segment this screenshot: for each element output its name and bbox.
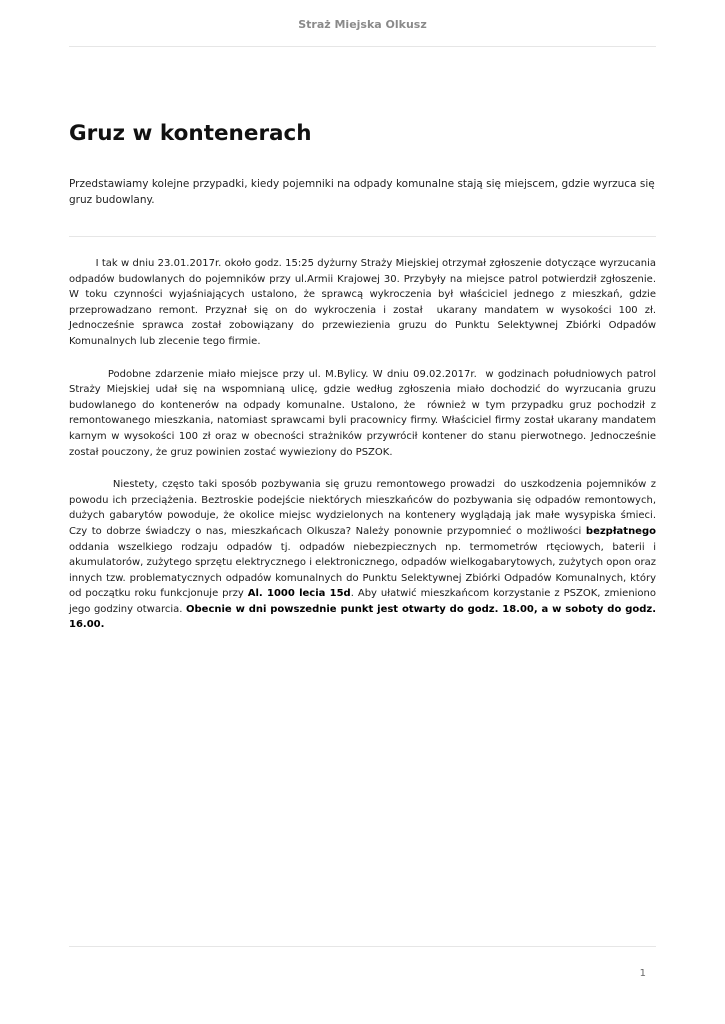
article-body — [69, 256, 660, 650]
paragraph-text: oddania wszelkiego rodzaju odpadów tj. odpadów niebezpiecznych np. termometrów rtęciowych, baterii i akumulatorów, zużytego sprzętu elektrycznego i elektronicznego, odpadów wielkogabarytowych, zużytych opon oraz innych tzw. problematycznych odpadów komunalnych do Punktu Selektywnej Zbiórki Odpadów Komunalnych, który od początku roku funkcjonuje przy — [69, 541, 656, 600]
paragraph-text: . Aby ułatwić mieszkańcom korzystanie z PSZOK, zmieniono jego godziny otwarcia. — [69, 588, 657, 615]
lead-divider — [69, 236, 656, 237]
site-header-title: Straż Miejska Olkusz — [298, 18, 427, 31]
paragraph-text: Niestety, często taki sposób pozbywania się gruzu remontowego prowadzi do uszkodzenia pojemników z powodu ich przeciążenia. Beztroskie podejście niektórych mieszkańców do pozbywania się odpadów remontowych, dużych gabarytów powoduje, że okolice miejsc wydzielonych na kontenery wyglądają jak małe wysypiska śmieci. Czy to dobrze świadczy o nas, mieszkańcach Olkusza? Należy ponownie przypomnieć o możliwości — [69, 479, 660, 537]
emphasis-text: Al. 1000 lecia 15d — [247, 588, 351, 600]
footer-divider — [69, 946, 656, 947]
emphasis-text: Obecnie w dni powszednie punkt jest otwarty do godz. 18.00, a w soboty do godz. 16.00. — [69, 603, 656, 631]
article-lead: Przedstawiamy kolejne przypadki, kiedy pojemniki na odpady komunalne stają się miejscem, gdzie wyrzuca się gruz budowlany. — [69, 178, 655, 206]
header-divider — [69, 46, 656, 47]
paragraph-text: I tak w dniu 23.01.2017r. około godz. 15:25 dyżurny Straży Miejskiej otrzymał zgłoszenie dotyczące wyrzucania odpadów budowlanych do pojemników przy ul.Armii Krajowej 30. Przybyły na miejsce patrol potwierdził zgłoszenie. W toku czynności wyjaśniających ustalono, że sprawcą wykroczenia był właściciel jednego z mieszkań, gdzie przeprowadzano remont. Przyznał się on do wykroczenia i został ukarany mandatem w wysokości 100 zł. Jednocześnie sprawca został zobowiązany do przewiezienia gruzu do Punktu Selektywnej Zbiórki Odpadów Komunalnych lub zlecenie tego firmie. — [69, 258, 660, 347]
article-title: Gruz w kontenerach — [69, 121, 312, 146]
article-paragraph — [69, 477, 660, 633]
emphasis-text: bezpłatnego — [585, 525, 656, 537]
page-number: 1 — [639, 968, 646, 979]
paragraph-text: Podobne zdarzenie miało miejsce przy ul. M.Bylicy. W dniu 09.02.2017r. w godzinach południowych patrol Straży Miejskiej udał się na wspomnianą ulicę, gdzie według zgłoszenia miało dochodzić do wyrzucania gruzu budowlanego do kontenerów na odpady komunalne. Ustalono, że również w tym przypadku gruz pochodził z remontowanego mieszkania, natomiast sprawcami byli pracownicy firmy. Właściciel firmy został ukarany mandatem karnym w wysokości 100 zł oraz w obecności strażników przywrócił kontener do stanu pierwotnego. Jednocześnie został pouczony, że gruz powinien zostać wywieziony do PSZOK. — [69, 368, 660, 458]
article-paragraph — [69, 256, 660, 350]
article-paragraph — [69, 367, 660, 461]
